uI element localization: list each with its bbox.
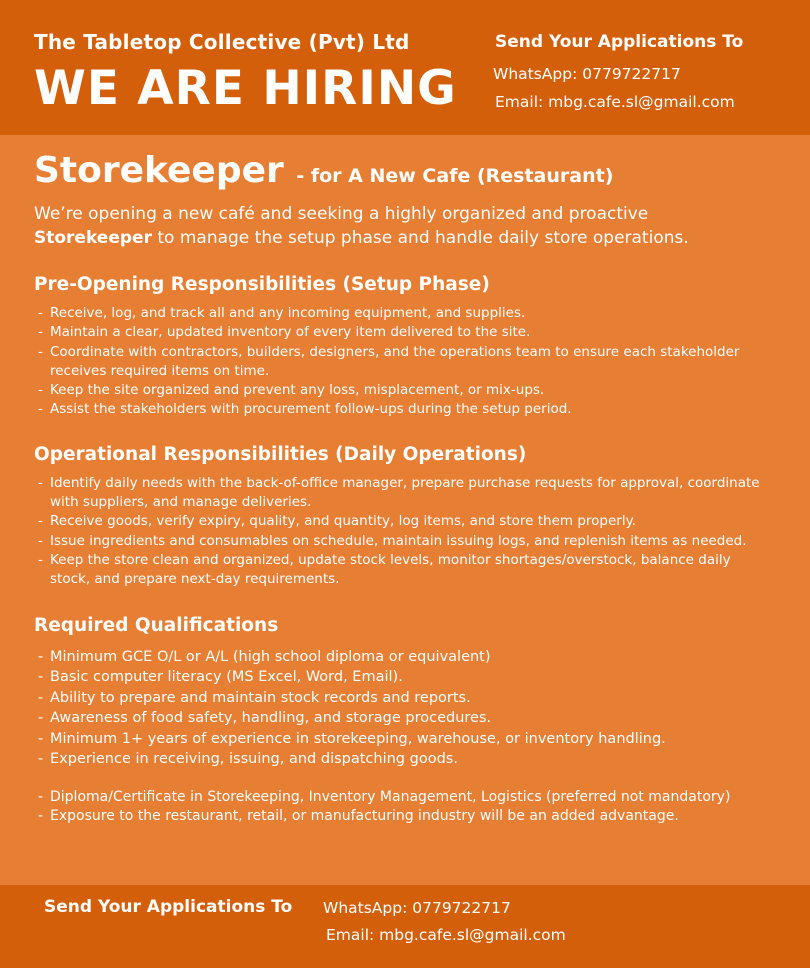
list-item: [34, 667, 774, 688]
list-item: [34, 532, 774, 551]
list-item-text: Issue ingredients and consumables on schedule, maintain issuing logs, and replenish items as needed.: [50, 532, 747, 549]
bullet-dash: -: [38, 751, 44, 768]
list-item: [34, 323, 774, 342]
list-item: [34, 749, 774, 770]
list-item-text: Maintain a clear, updated inventory of every item delivered to the site.: [50, 324, 531, 341]
list-item: [34, 688, 774, 709]
bullet-dash: -: [38, 551, 43, 568]
footer-whatsapp: WhatsApp: 0779722717: [323, 899, 511, 917]
intro-text: We’re opening a new café and seeking a highly organized and proactive: [34, 204, 649, 224]
company-name: The Tabletop Collective (Pvt) Ltd: [34, 30, 410, 54]
intro-text-continued: to manage the setup phase and handle daily store operations.: [151, 228, 689, 248]
additional-qualifications-list: [34, 788, 774, 827]
list-item-text: Receive, log, and track all and any incoming equipment, and supplies.: [50, 305, 526, 321]
list-item-text: Identify daily needs with the back-of-office manager, prepare purchase requests for approval, coordinate with suppliers, and manage deliveries.: [50, 474, 760, 511]
job-title: Storekeeper: [34, 150, 284, 191]
list-item: [34, 400, 774, 419]
list-item-text: Minimum 1+ years of experience in storekeeping, warehouse, or inventory handling.: [50, 730, 666, 747]
list-item-text: Ability to prepare and maintain stock records and reports.: [50, 689, 471, 706]
list-item: [34, 512, 774, 531]
bullet-dash: -: [38, 324, 43, 341]
bullet-dash: -: [38, 305, 43, 321]
list-item-text: Minimum GCE O/L or A/L (high school diploma or equivalent): [50, 648, 491, 665]
list-item-text: Coordinate with contractors, builders, designers, and the operations team to ensure each stakeholder receives required items on time.: [50, 343, 740, 379]
apply-heading: Send Your Applications To: [495, 32, 744, 52]
footer-email: Email: mbg.cafe.sl@gmail.com: [326, 926, 566, 944]
list-item: [34, 647, 774, 668]
bullet-dash: -: [38, 401, 43, 418]
list-item: [34, 343, 774, 382]
bullet-dash: -: [38, 532, 43, 549]
list-item: [34, 474, 774, 513]
list-item-text: Receive goods, verify expiry, quality, and quantity, log items, and store them properly.: [50, 513, 636, 530]
list-item-text: Experience in receiving, issuing, and dispatching goods.: [50, 751, 458, 768]
job-posting: [34, 148, 774, 827]
list-item: [34, 304, 774, 323]
list-item: [34, 708, 774, 729]
list-item-text: Assist the stakeholders with procurement follow-ups during the setup period.: [50, 401, 572, 418]
bullet-dash: -: [38, 689, 44, 706]
job-intro: [34, 202, 774, 250]
list-item: [34, 788, 774, 808]
operational-list: [34, 474, 774, 590]
bullet-dash: -: [38, 808, 44, 825]
pre-opening-title: Pre-Opening Responsibilities (Setup Phase): [34, 274, 490, 295]
bullet-dash: -: [38, 382, 43, 399]
whatsapp-contact: WhatsApp: 0779722717: [493, 65, 681, 83]
list-item: [34, 807, 774, 827]
intro-role: Storekeeper: [34, 228, 152, 248]
bullet-dash: -: [38, 788, 44, 805]
list-item-text: Awareness of food safety, handling, and storage procedures.: [50, 710, 492, 727]
list-item-text: Keep the site organized and prevent any loss, misplacement, or mix-ups.: [50, 382, 545, 399]
qualifications-title: Required Qualifications: [34, 614, 279, 636]
qualifications-list: [34, 647, 774, 770]
list-item-text: Exposure to the restaurant, retail, or manufacturing industry will be an added advantage.: [50, 808, 679, 825]
bullet-dash: -: [38, 710, 44, 727]
job-title-line: [34, 148, 774, 199]
footer-apply-heading: Send Your Applications To: [44, 897, 293, 917]
job-subtitle: - for A New Cafe (Restaurant): [296, 165, 614, 187]
list-item-text: Basic computer literacy (MS Excel, Word, Email).: [50, 669, 403, 686]
bullet-dash: -: [38, 648, 44, 665]
bullet-dash: -: [38, 669, 44, 686]
list-item: [34, 551, 774, 590]
list-item-text: Diploma/Certificate in Storekeeping, Inventory Management, Logistics (preferred not mandatory): [50, 788, 731, 805]
bullet-dash: -: [38, 513, 43, 530]
list-item-text: Keep the store clean and organized, update stock levels, monitor shortages/overstock, balance daily stock, and prepare next-day requirements.: [50, 551, 731, 588]
list-item: [34, 381, 774, 400]
bullet-dash: -: [38, 730, 44, 747]
hiring-headline: WE ARE HIRING: [34, 61, 457, 116]
operational-title: Operational Responsibilities (Daily Operations): [34, 443, 527, 465]
list-item: [34, 729, 774, 750]
email-contact: Email: mbg.cafe.sl@gmail.com: [495, 93, 735, 111]
bullet-dash: -: [38, 474, 43, 491]
pre-opening-list: [34, 304, 774, 420]
bullet-dash: -: [38, 343, 43, 360]
